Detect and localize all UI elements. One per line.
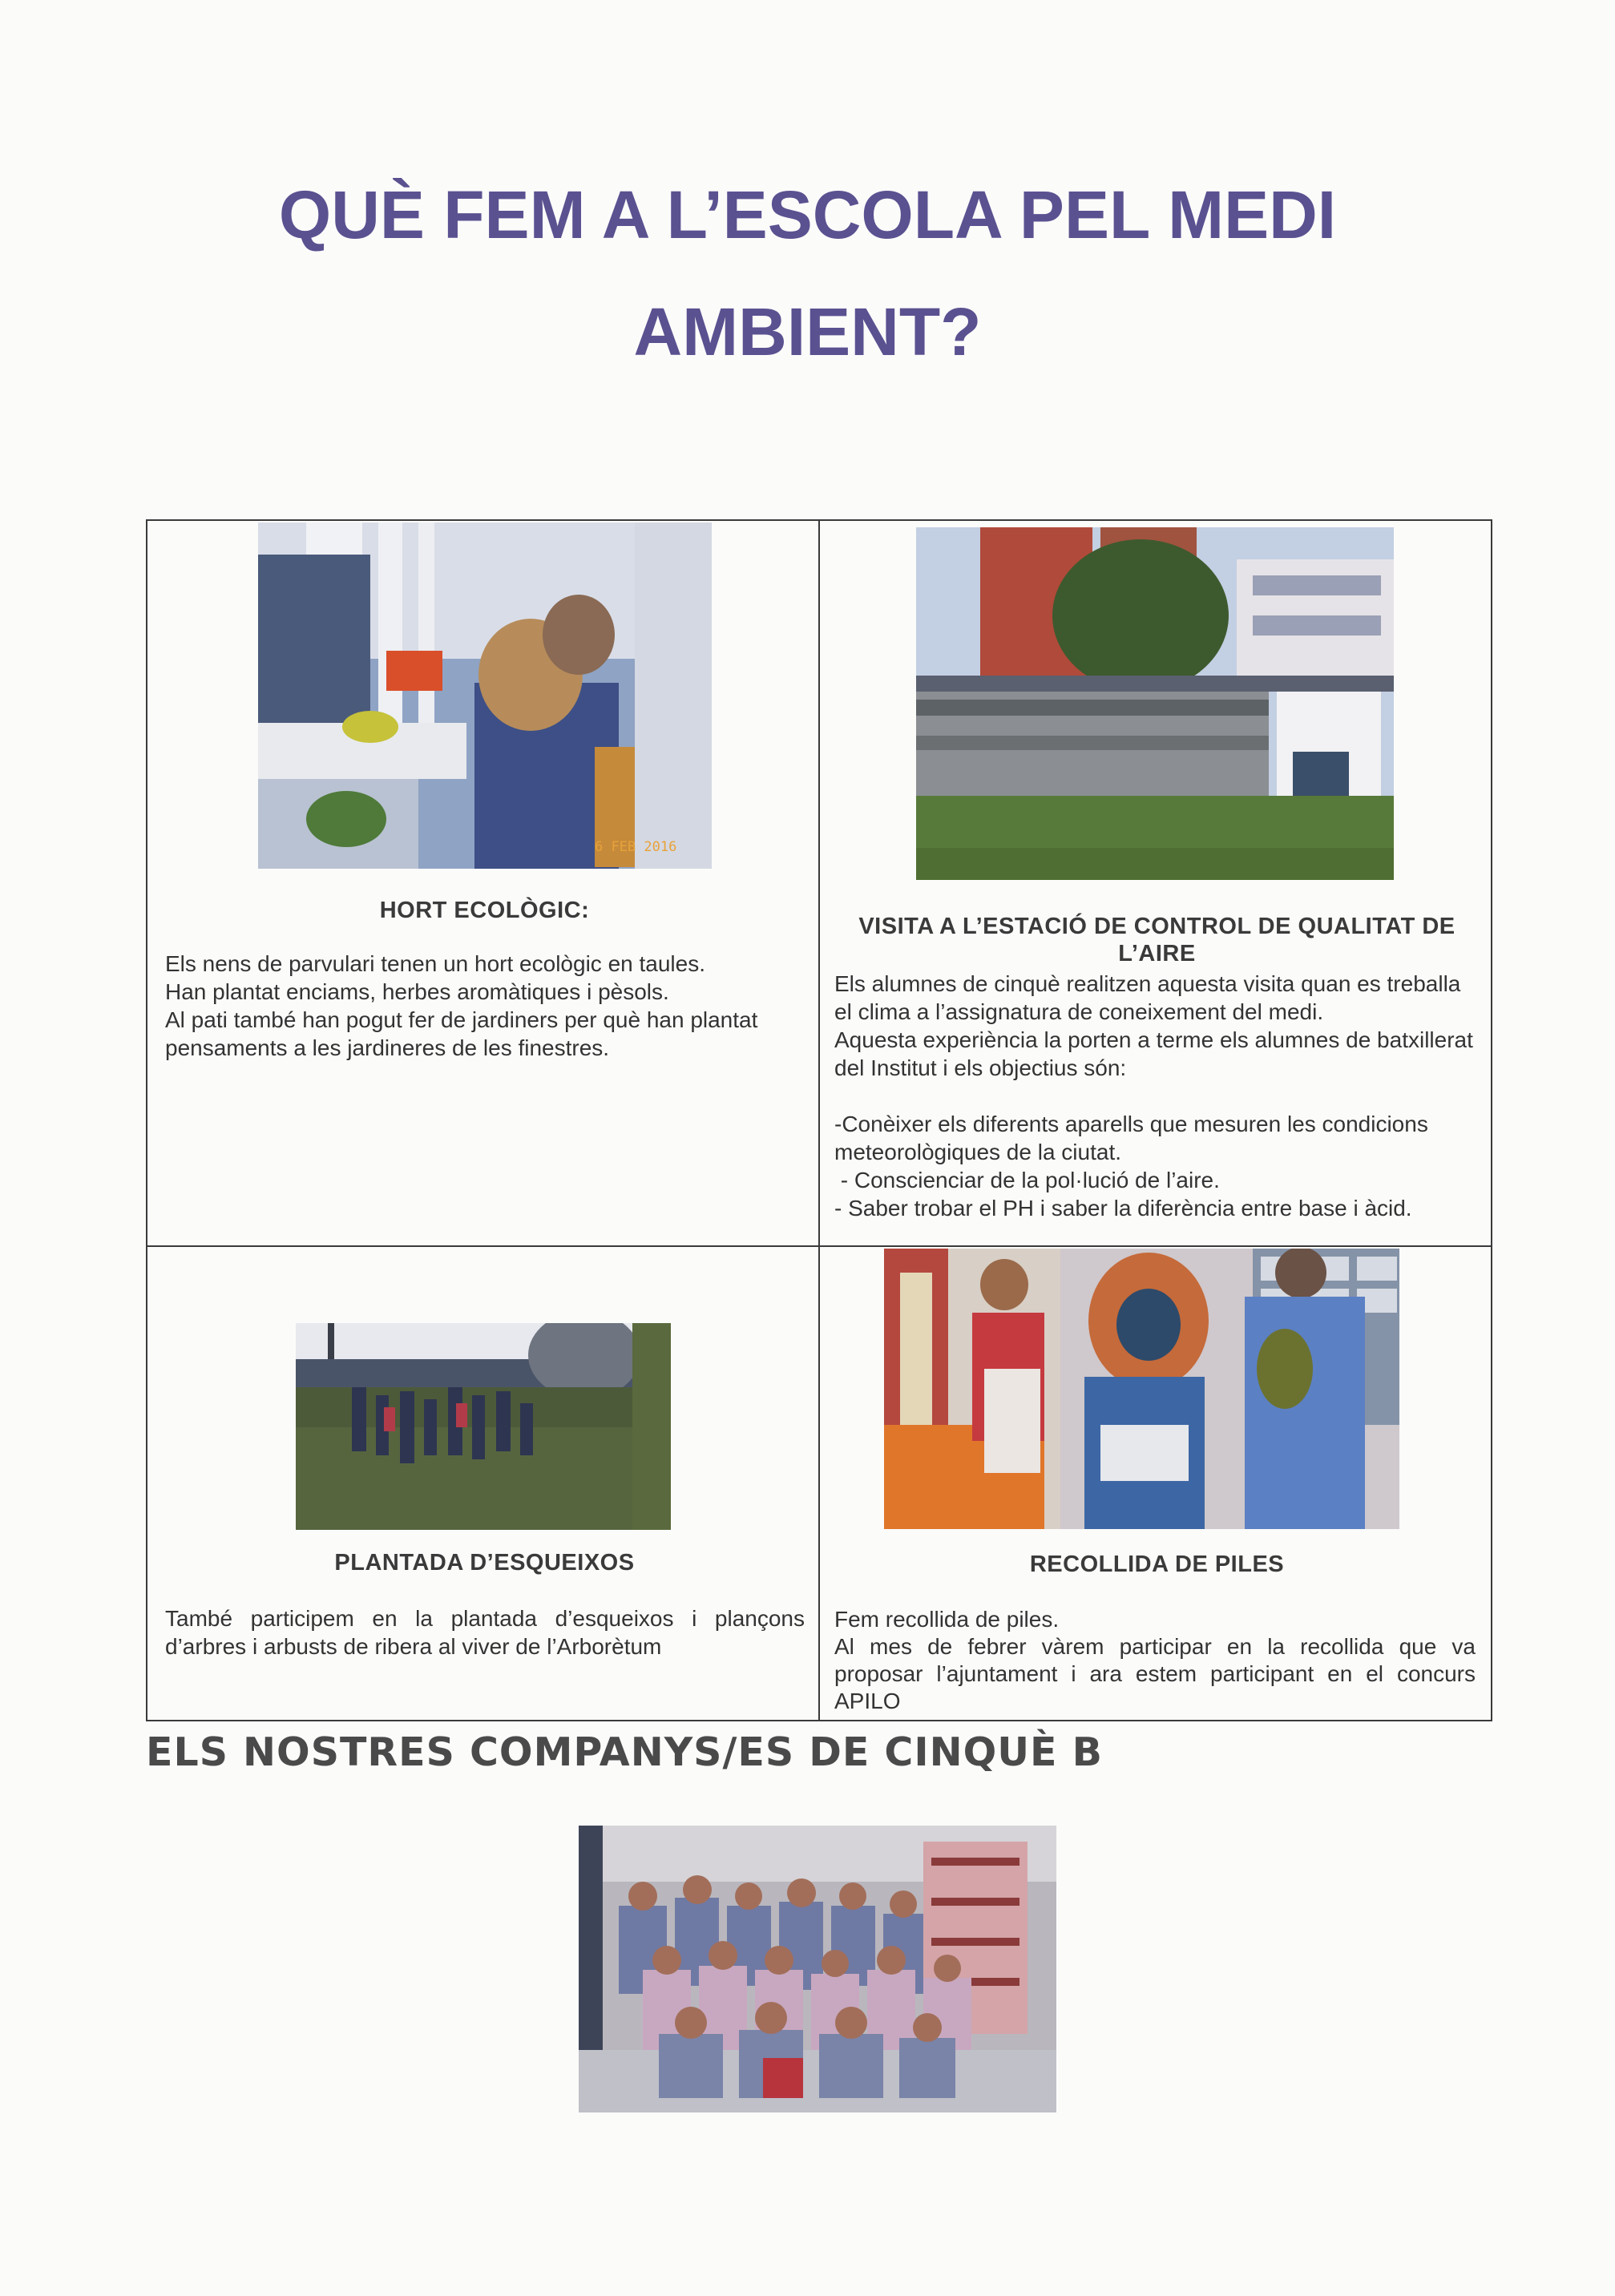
hort-ecologic-text [165, 950, 806, 1062]
class-section-title: ELS NOSTRES COMPANYS/ES DE CINQUÈ B [146, 1729, 1103, 1775]
visita-heading-line-1: VISITA A L’ESTACIÓ DE CONTROL DE QUALITAT DE [858, 914, 1456, 939]
visita-objective-3: - Saber trobar el PH i saber la diferència entre base i àcid. [834, 1196, 1412, 1221]
plantada-esqueixos-photo [296, 1323, 671, 1530]
activities-table [146, 519, 1492, 1721]
plantada-paragraph-1: També participem en la plantada d’esqueixos i plançons d’arbres i arbusts de ribera al viver de l’Arborètum [165, 1606, 805, 1659]
visita-paragraph-2: Aquesta experiència la porten a terme els alumnes de batxillerat del Institut i els objectius són: [834, 1027, 1473, 1080]
piles-paragraph-2: Al mes de febrer vàrem participar en la recollida que va proposar l’ajuntament i ara estem participant en el concurs APILO [834, 1634, 1476, 1713]
visita-heading-line-2: L’AIRE [1118, 941, 1196, 966]
recollida-piles-heading: RECOLLIDA DE PILES [1029, 1552, 1285, 1577]
hort-ecologic-heading: HORT ECOLÒGIC: [379, 898, 590, 923]
recollida-piles-text [834, 1606, 1476, 1715]
visita-estacio-heading [836, 913, 1478, 967]
class-group-photo [579, 1826, 1056, 2112]
cell-plantada-esqueixos [146, 1245, 820, 1721]
visita-objective-1: -Conèixer els diferents aparells que mesuren les condicions meteorològiques de la ciutat. [834, 1112, 1428, 1164]
cell-visita-estacio [818, 519, 1492, 1247]
hort-paragraph-3: Al pati també han pogut fer de jardiners per què han plantat pensaments a les jardineres de les finestres. [165, 1007, 758, 1060]
cell-recollida-piles [818, 1245, 1492, 1721]
plantada-esqueixos-text [165, 1604, 805, 1660]
hort-ecologic-photo [258, 523, 712, 869]
recollida-piles-photo [884, 1249, 1399, 1529]
plantada-esqueixos-heading: PLANTADA D’ESQUEIXOS [334, 1550, 635, 1576]
hort-paragraph-2: Han plantat enciams, herbes aromàtiques i pèsols. [165, 979, 669, 1004]
cell-hort-ecologic [146, 519, 820, 1247]
visita-estacio-text [834, 970, 1482, 1222]
hort-paragraph-1: Els nens de parvulari tenen un hort ecològic en taules. [165, 951, 705, 976]
page-title [0, 156, 1615, 390]
photo-date-stamp: 6 FEB 2016 [595, 839, 677, 855]
piles-paragraph-1: Fem recollida de piles. [834, 1607, 1060, 1632]
visita-objective-2: - Conscienciar de la pol·lució de l’aire. [834, 1168, 1220, 1192]
visita-paragraph-1: Els alumnes de cinquè realitzen aquesta visita quan es treballa el clima a l’assignatura de coneixement del medi. [834, 971, 1461, 1024]
estacio-control-photo [916, 527, 1394, 880]
page-title-line-1: QUÈ FEM A L’ESCOLA PEL MEDI [278, 177, 1337, 252]
page-title-line-2: AMBIENT? [633, 294, 982, 369]
